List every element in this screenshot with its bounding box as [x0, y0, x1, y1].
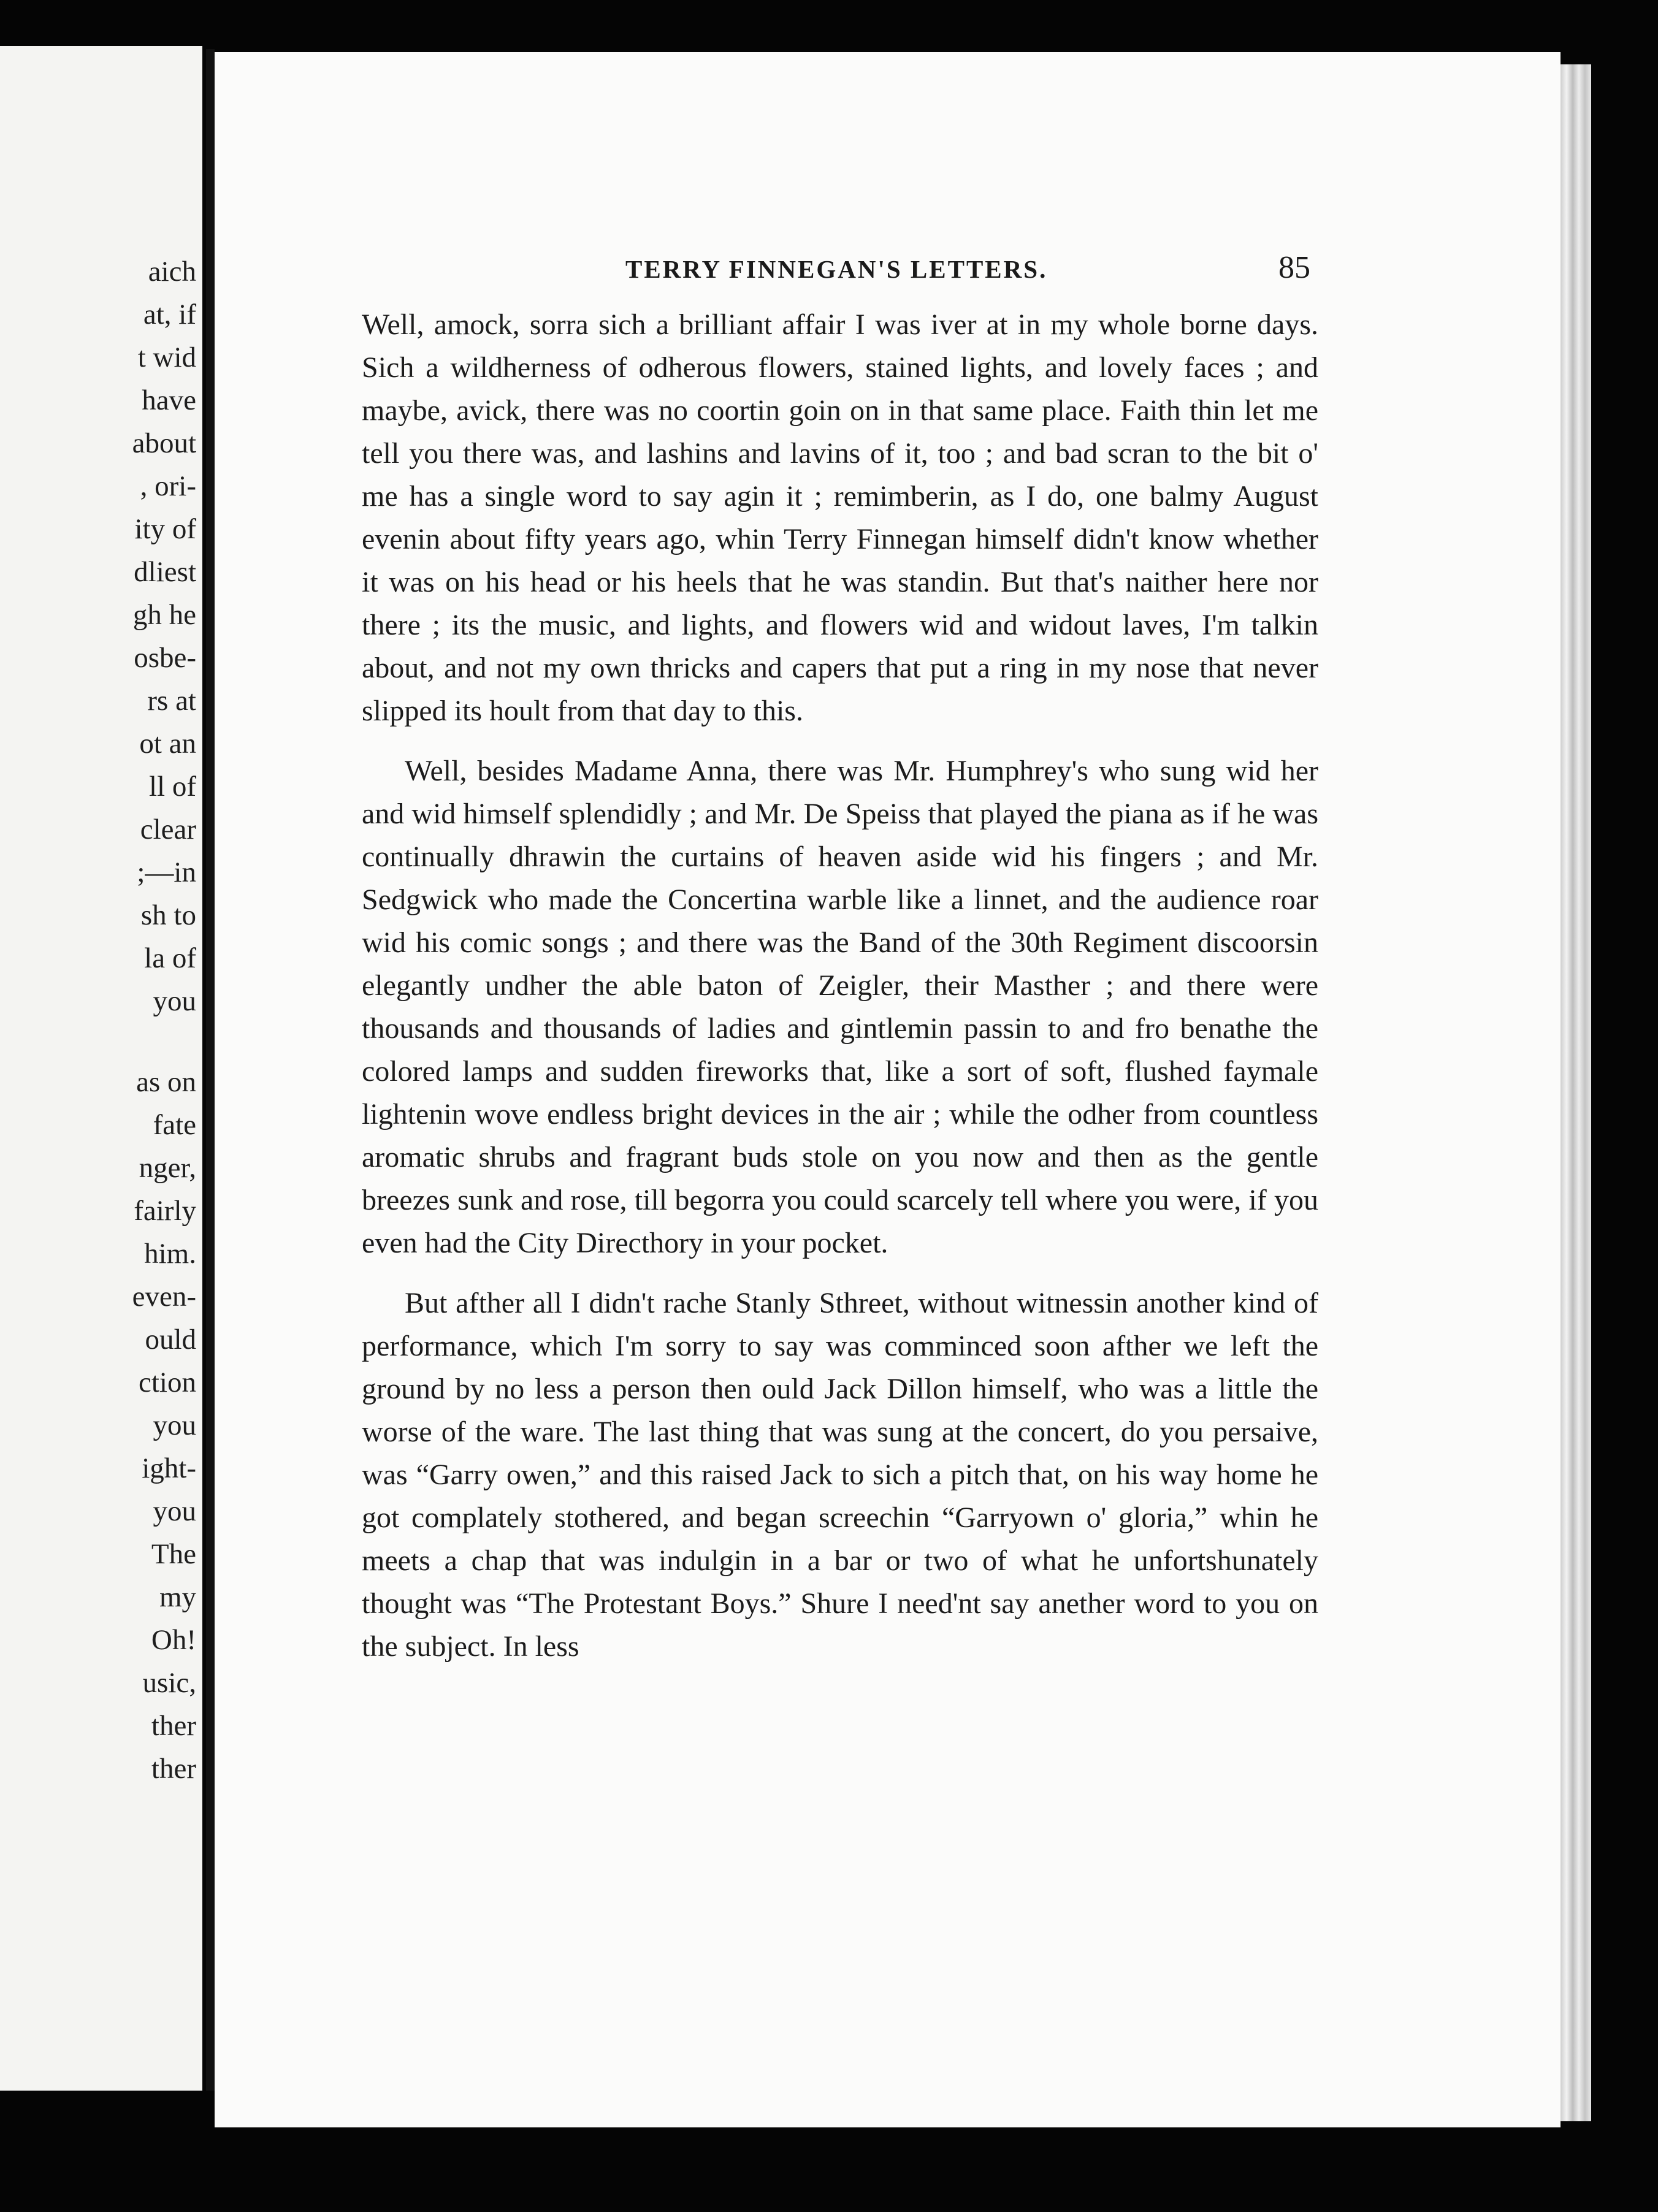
facing-page-text-fragment: ity of: [134, 513, 196, 545]
facing-page-text-fragment: you: [153, 1409, 196, 1441]
facing-page-text-fragment: nger,: [139, 1152, 196, 1184]
paragraph: Well, besides Madame Anna, there was Mr. Humphrey's who sung wid her and wid himself splendidly ; and Mr. De Speiss that played the piana as if he was continually dhrawin the curtains of heaven aside wid his fingers ; and Mr. Sedgwick who made the Concertina warble like a linnet, and the audience roar wid his comic songs ; and there was the Band of the 30th Regiment discoorsin elegantly undher the able baton of Zeigler, their Masther ; and there were thousands and thousands of ladies and gintlemin passin to and fro benathe the colored lamps and sudden fireworks that, like a sort of soft, flushed faymale lightenin wove endless bright devices in the air ; while the odher from countless aromatic shrubs and fragrant buds stole on you now and then as the gentle breezes sunk and rose, till begorra you could scarcely tell where you were, if you even had the City Directhory in your pocket.: [362, 755, 1318, 1259]
facing-page-text-fragment: ther: [151, 1753, 196, 1785]
facing-page-text-fragment: about: [132, 427, 196, 459]
paragraph: But afther all I didn't rache Stanly Sthreet, without witnessin another kind of performance, which I'm sorry to say was comminced soon afther we left the ground by no less a person then ould Jack Dillon himself, who was a little the worse of the ware. The last thing that was sung at the concert, do you persaive, was “Garry owen,” and this raised Jack to sich a pitch that, on his way home he got complately stothered, and began screechin “Garryown o' gloria,” whin he meets a chap that was indulgin in a bar or two of what he unfortshunately thought was “The Protestant Boys.” Shure I need'nt say anether word to you on the subject. In less: [362, 1287, 1318, 1663]
facing-page-text-fragment: aich: [148, 256, 196, 288]
facing-page-text-fragment: Oh!: [151, 1624, 196, 1656]
running-header: TERRY FINNEGAN'S LETTERS.: [625, 255, 1048, 283]
facing-page-text-fragment: gh he: [132, 599, 196, 631]
facing-page-text-fragment: dliest: [134, 556, 196, 588]
facing-page-text-fragment: clear: [140, 814, 196, 845]
facing-page: [0, 46, 202, 2091]
facing-page-text-fragment: have: [142, 384, 196, 416]
facing-page-text-fragment: my: [159, 1581, 196, 1613]
facing-page-text-fragment: even-: [132, 1281, 196, 1313]
facing-page-text-fragment: at, if: [143, 299, 196, 330]
facing-page-text-fragment: ction: [139, 1367, 196, 1398]
facing-page-text-fragment: The: [151, 1538, 196, 1570]
facing-page-text-fragment: la of: [144, 942, 196, 974]
facing-page-text-fragment: ll of: [148, 771, 196, 803]
body-text: [362, 303, 1318, 1685]
facing-page-text-fragment: usic,: [142, 1667, 196, 1699]
facing-page-text-fragment: ould: [145, 1324, 196, 1356]
facing-page-text-fragment: sh to: [140, 899, 196, 931]
facing-page-text-fragment: him.: [144, 1238, 196, 1270]
facing-page-text-fragment: , ori-: [140, 470, 196, 502]
page-edge-stack: [1561, 64, 1591, 2121]
paragraph: Well, amock, sorra sich a brilliant affair I was iver at in my whole borne days. Sich a wildherness of odherous flowers, stained lights, and lovely faces ; and maybe, avick, there was no coortin goin on in that same place. Faith thin let me tell you there was, and lashins and lavins of it, too ; and bad scran to the bit o' me has a single word to say agin it ; remimberin, as I do, one balmy August evenin about fifty years ago, whin Terry Finnegan himself didn't know whether it was on his head or his heels that he was standin. But that's naither here nor there ; its the music, and lights, and flowers wid and widout laves, I'm talkin about, and not my own thricks and capers that put a ring in my nose that never slipped its hoult from that day to this.: [362, 308, 1318, 727]
page-number: 85: [1278, 250, 1310, 285]
facing-page-text-fragment: you: [153, 1495, 196, 1527]
book-gutter: [206, 49, 215, 2091]
facing-page-text-fragment: osbe-: [134, 642, 196, 674]
facing-page-text-fragment: ight-: [142, 1452, 196, 1484]
facing-page-text-fragment: t wid: [137, 341, 196, 373]
facing-page-text-fragment: rs at: [147, 685, 196, 717]
facing-page-text-fragment: ;—in: [137, 856, 196, 888]
book-page: [215, 52, 1561, 2127]
facing-page-text-fragment: you: [153, 985, 196, 1017]
facing-page-text-fragment: as on: [136, 1066, 196, 1098]
facing-page-text-fragment: fairly: [134, 1195, 196, 1227]
facing-page-text-fragment: fate: [153, 1109, 196, 1141]
facing-page-text-fragment: ther: [151, 1710, 196, 1742]
facing-page-text-fragment: ot an: [139, 728, 196, 760]
